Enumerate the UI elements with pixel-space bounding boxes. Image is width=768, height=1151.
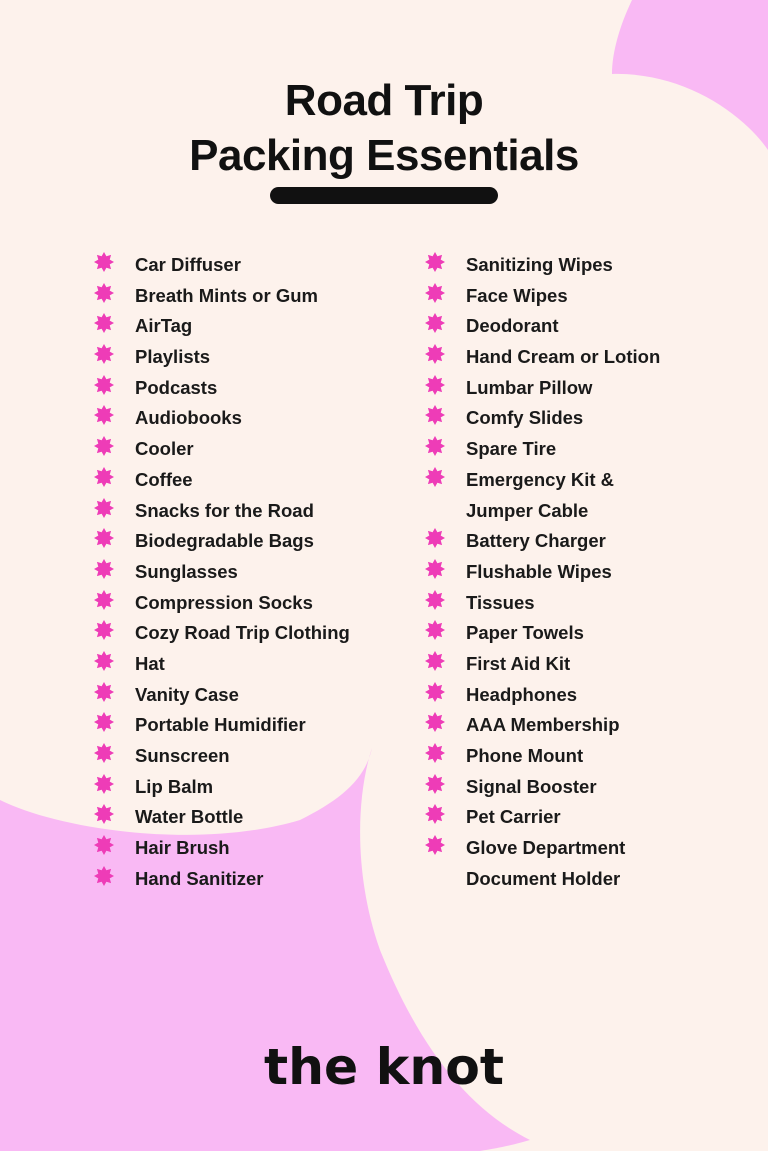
list-item-label <box>466 465 614 526</box>
star-bullet-icon <box>94 743 114 763</box>
list-item-label <box>466 403 583 434</box>
list-item-line: First Aid Kit <box>466 652 571 674</box>
list-item-label <box>135 741 230 772</box>
list-item-line: Deodorant <box>466 315 559 337</box>
star-bullet-icon <box>425 436 445 456</box>
list-item-label <box>135 557 238 588</box>
list-item-line: Headphones <box>466 683 578 705</box>
star-bullet-icon <box>94 375 114 395</box>
list-item-label <box>135 311 192 342</box>
star-bullet-icon <box>94 467 114 487</box>
title-line-2: Packing Essentials <box>189 131 579 181</box>
list-item-line: Cozy Road Trip Clothing <box>135 622 350 644</box>
list-item-label <box>135 281 318 312</box>
list-item-label <box>466 618 584 649</box>
star-bullet-icon <box>425 313 445 333</box>
list-item-line: Portable Humidifier <box>135 714 306 736</box>
star-bullet-icon <box>94 344 114 364</box>
star-bullet-icon <box>94 682 114 702</box>
list-item-label <box>466 772 597 803</box>
star-bullet-icon <box>425 375 445 395</box>
the-knot-logo <box>262 1038 506 1096</box>
list-item-label <box>135 496 314 527</box>
title-line-1: Road Trip <box>284 76 484 126</box>
logo-text: the knot <box>264 1038 504 1096</box>
list-item-line: Podcasts <box>135 376 218 398</box>
list-item-label <box>135 588 313 619</box>
list-item-line: Emergency Kit & <box>466 468 615 490</box>
list-item-line: Jumper Cable <box>466 499 589 521</box>
star-bullet-icon <box>425 712 445 732</box>
list-item-label <box>135 618 350 649</box>
star-bullet-icon <box>425 743 445 763</box>
star-bullet-icon <box>94 252 114 272</box>
star-bullet-icon <box>425 344 445 364</box>
list-item-label <box>466 311 559 342</box>
star-bullet-icon <box>94 804 114 824</box>
list-item-label <box>466 250 613 281</box>
star-bullet-icon <box>425 528 445 548</box>
list-item-line: Breath Mints or Gum <box>135 284 318 306</box>
list-item-label <box>135 649 165 680</box>
list-item-label <box>466 526 606 557</box>
list-item-line: Hand Cream or Lotion <box>466 346 661 368</box>
list-item-line: Biodegradable Bags <box>135 530 314 552</box>
star-bullet-icon <box>94 313 114 333</box>
star-bullet-icon <box>94 866 114 886</box>
list-item-label <box>135 772 213 803</box>
star-bullet-icon <box>94 712 114 732</box>
list-item-label <box>466 680 577 711</box>
list-item-line: Lumbar Pillow <box>466 376 593 398</box>
list-item-label <box>466 281 568 312</box>
list-item-label <box>135 680 239 711</box>
list-item-label <box>135 342 210 373</box>
list-item-line: AAA Membership <box>466 714 620 736</box>
star-bullet-icon <box>425 283 445 303</box>
list-item-label <box>466 649 570 680</box>
list-item-label <box>135 434 194 465</box>
list-item-label <box>135 833 230 864</box>
list-item-line: Sanitizing Wipes <box>466 254 613 275</box>
list-item-line: Hand Sanitizer <box>135 867 264 889</box>
star-bullet-icon <box>425 252 445 272</box>
list-item-label <box>135 373 217 404</box>
star-bullet-icon <box>425 620 445 640</box>
star-bullet-icon <box>94 498 114 518</box>
star-bullet-icon <box>94 835 114 855</box>
star-bullet-icon <box>425 682 445 702</box>
list-item-label <box>466 373 592 404</box>
list-item-line: Flushable Wipes <box>466 560 612 582</box>
list-item-label <box>135 526 314 557</box>
list-item-line: Compression Socks <box>135 591 313 613</box>
list-item-label <box>135 864 264 895</box>
list-item-line: Sunscreen <box>135 745 230 766</box>
page-title <box>0 73 768 183</box>
list-item-label <box>466 802 561 833</box>
list-item-line: Car Diffuser <box>135 254 241 275</box>
star-bullet-icon <box>94 283 114 303</box>
list-item-label <box>135 802 243 833</box>
list-item-line: Battery Charger <box>466 530 606 552</box>
list-item-line: Snacks for the Road <box>135 499 314 521</box>
star-bullet-icon <box>94 651 114 671</box>
list-item-line: Cooler <box>135 438 194 460</box>
star-bullet-icon <box>425 467 445 487</box>
list-item-label <box>466 342 660 373</box>
star-bullet-icon <box>425 405 445 425</box>
list-item-label <box>135 465 193 496</box>
list-item-line: Water Bottle <box>135 806 244 828</box>
list-item-line: Spare Tire <box>466 438 557 460</box>
list-item-line: Glove Department <box>466 837 626 859</box>
star-bullet-icon <box>425 835 445 855</box>
list-item-line: Hair Brush <box>135 837 230 859</box>
list-item-label <box>466 833 625 894</box>
list-item-line: Paper Towels <box>466 622 584 644</box>
list-item-line: Playlists <box>135 346 211 368</box>
list-item-label <box>135 403 242 434</box>
star-bullet-icon <box>425 774 445 794</box>
list-item-label <box>135 250 241 281</box>
star-bullet-icon <box>94 590 114 610</box>
list-item-label <box>466 588 535 619</box>
star-bullet-icon <box>425 590 445 610</box>
list-item-line: Audiobooks <box>135 407 242 429</box>
star-bullet-icon <box>94 559 114 579</box>
list-item-line: Sunglasses <box>135 560 238 582</box>
star-bullet-icon <box>94 436 114 456</box>
list-item-line: Coffee <box>135 468 193 490</box>
star-bullet-icon <box>425 804 445 824</box>
star-bullet-icon <box>94 405 114 425</box>
list-item-line: Face Wipes <box>466 284 568 306</box>
list-item-line: Signal Booster <box>466 775 597 797</box>
list-item-line: Comfy Slides <box>466 407 584 429</box>
list-item-label <box>466 710 620 741</box>
list-item-label <box>466 434 556 465</box>
star-bullet-icon <box>425 559 445 579</box>
list-item-label <box>466 557 612 588</box>
list-item-line: Tissues <box>466 591 535 613</box>
list-item-line: Hat <box>135 652 165 674</box>
list-item-line: Document Holder <box>466 867 621 889</box>
star-bullet-icon <box>94 774 114 794</box>
list-item-line: Pet Carrier <box>466 806 561 828</box>
star-bullet-icon <box>425 651 445 671</box>
list-item-line: Lip Balm <box>135 775 214 797</box>
star-bullet-icon <box>94 528 114 548</box>
title-divider <box>270 187 498 204</box>
list-item-line: AirTag <box>135 315 193 337</box>
list-item-line: Vanity Case <box>135 683 239 705</box>
star-bullet-icon <box>94 620 114 640</box>
list-item-label <box>135 710 306 741</box>
list-item-label <box>466 741 583 772</box>
list-item-line: Phone Mount <box>466 745 584 767</box>
